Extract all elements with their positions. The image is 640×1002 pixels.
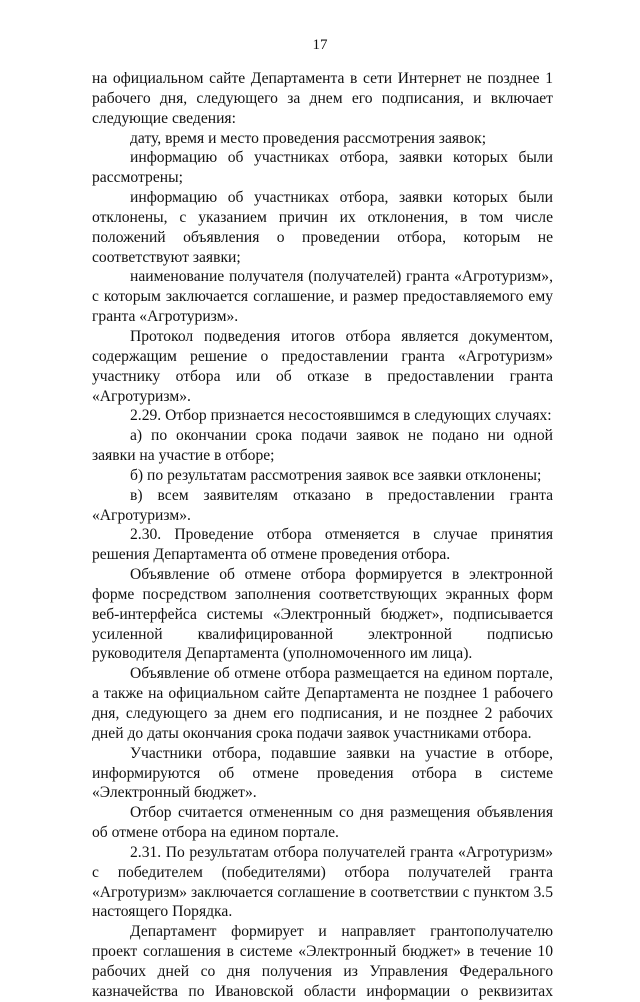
paragraph-2-29: 2.29. Отбор признается несостоявшимся в следующих случаях: [130, 407, 552, 425]
paragraph-2-29-v: в) всем заявителям отказано в предоставлении гранта «Агротуризм». [92, 486, 553, 524]
paragraph-cancel-effective: Отбор считается отмененным со дня размещения объявления об отмене отбора на едином портале. [92, 804, 553, 842]
paragraph-2-31: 2.31. По результатам отбора получателей гранта «Агротуризм» с победителем (победителями) отбора получателей гранта «Агротуризм» заключается соглашение в соответствии с пунктом 3.5 настоящего Порядка. [92, 843, 553, 921]
paragraph-protocol: Протокол подведения итогов отбора является документом, содержащим решение о предоставлении гранта «Агротуризм» участнику отбора или об отказе в предоставлении гранта «Агротуризм». [92, 327, 553, 405]
paragraph-2-30: 2.30. Проведение отбора отменяется в случае принятия решения Департамента об отмене проведения отбора. [92, 526, 553, 564]
paragraph-item-date: дату, время и место проведения рассмотрения заявок; [130, 129, 487, 147]
paragraph-participants-informed: Участники отбора, подавшие заявки на участие в отборе, информируются об отмене проведения отбора в системе «Электронный бюджет». [92, 744, 553, 802]
paragraph-cancel-announcement-form: Объявление об отмене отбора формируется в электронной форме посредством заполнения соответствующих экранных форм веб-интерфейса системы «Электронный бюджет», подписывается усиленной квалифицированной электронной подписью руководителя Департамента (уполномоченного им лица). [92, 566, 553, 663]
paragraph-agreement-draft: Департамент формирует и направляет грантополучателю проект соглашения в системе «Электронный бюджет» в течение 10 рабочих дней со дня получения из Управления Федерального казначейства по Ивановской области информации о реквизитах [92, 923, 553, 1000]
paragraph-item-participants-reviewed: информацию об участниках отбора, заявки которых были рассмотрены; [92, 149, 553, 187]
paragraph-2-29-b: б) по результатам рассмотрения заявок все заявки отклонены; [130, 466, 542, 484]
document-body [92, 69, 553, 1002]
paragraph-continuation: на официальном сайте Департамента в сети Интернет не позднее 1 рабочего дня, следующего за днем его подписания, и включает следующие сведения: [92, 70, 553, 127]
paragraph-2-29-a: а) по окончании срока подачи заявок не подано ни одной заявки на участие в отборе; [92, 427, 553, 465]
paragraph-item-participants-rejected: информацию об участниках отбора, заявки которых были отклонены, с указанием причин их отклонения, в том числе положений объявления о проведении отбора, которым не соответствуют заявки; [92, 189, 553, 266]
page-number: 17 [312, 37, 328, 53]
paragraph-cancel-announcement-placement: Объявление об отмене отбора размещается на едином портале, а также на официальном сайте Департамента не позднее 1 рабочего дня, следующего за днем его подписания, и не позднее 2 рабочих дней до даты окончания срока подачи заявок участниками отбора. [92, 665, 553, 742]
paragraph-item-recipient: наименование получателя (получателей) гранта «Агротуризм», с которым заключается соглашение, и размер предоставляемого ему гранта «Агротуризм». [92, 268, 553, 326]
